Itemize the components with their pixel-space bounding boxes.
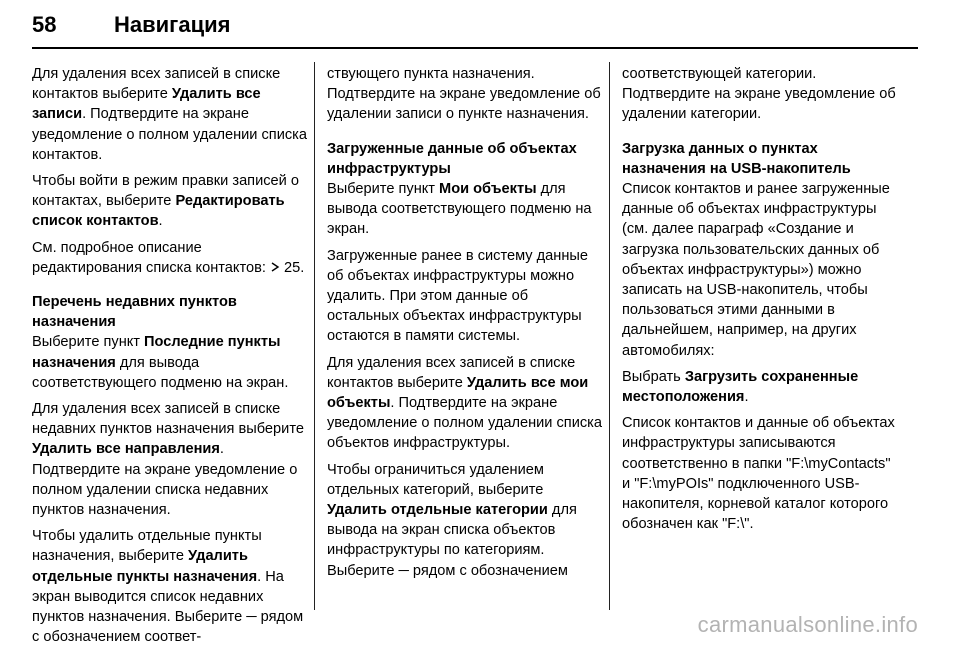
text: . Подтвердите на экране уведомление о полном удалении списка объектов инфраструктуры. — [327, 395, 602, 452]
section-heading: Загрузка данных о пунктах назначения на USB-накопитель — [622, 140, 851, 177]
text: . На экран выводится список недавних пунктов назначения. Выберите ─ рядом с обозначением соответ- — [32, 568, 304, 646]
paragraph — [32, 332, 308, 393]
text: для вывода на экран списка объектов инфраструктуры по категориям. Выберите ─ рядом с обозначением — [327, 502, 577, 579]
header-rule — [32, 47, 918, 49]
column-3 — [622, 64, 898, 540]
text: . — [158, 213, 163, 230]
menu-term: Загрузить сохраненные местоположения — [622, 368, 859, 406]
paragraph: Список контактов и данные об объектах инфраструктуры записываются соответственно в папки "F:\myContacts" и "F:\myPOIs" подключенного USB-накопителя, корневой каталог которого обозначен как "F:\". — [622, 415, 895, 533]
menu-term: Удалить отдельные категории — [327, 502, 548, 519]
menu-term: Мои объекты — [439, 181, 537, 198]
text: Выбрать — [622, 368, 685, 385]
column-divider — [609, 62, 610, 610]
paragraph — [622, 367, 898, 407]
page-reference-arrow-icon — [270, 262, 280, 272]
text: 25. — [279, 259, 305, 276]
menu-term: Удалить все записи — [32, 86, 261, 123]
text: Для удаления всех записей в списке недавних пунктов назначения выберите — [32, 401, 304, 438]
paragraph: ствующего пункта назначения. Подтвердите на экране уведомление об удалении записи о пункте назначения. — [327, 66, 601, 123]
text: . Подтвердите на экране уведомление о полном удалении списка недавних пунктов назначения. — [32, 441, 298, 519]
text: Чтобы удалить отдельные пункты назначения, выберите — [32, 528, 262, 565]
paragraph: Загруженные ранее в систему данные об объектах инфраструктуры можно удалить. При этом данные об остальных объектах инфраструктуры остаются в памяти системы. — [327, 247, 588, 345]
paragraph — [32, 171, 308, 232]
paragraph — [32, 238, 308, 278]
paragraph — [32, 399, 308, 520]
text: Чтобы ограничиться удалением отдельных категорий, выберите — [327, 461, 544, 498]
text: См. подробное описание редактирования списка контактов: — [32, 239, 270, 276]
section-heading: Загруженные данные об объектах инфраструктуры — [327, 140, 577, 177]
text: . — [744, 389, 749, 406]
text: для вывода соответствующего подменю на экран. — [32, 354, 289, 391]
page-number: 58 — [32, 12, 57, 37]
text: Для удаления всех записей в списке контактов выберите — [32, 66, 281, 103]
menu-term: Удалить все мои объекты — [327, 374, 589, 412]
text: . Подтвердите на экране уведомление о полном удалении списка контактов. — [32, 106, 307, 163]
text: Для удаления всех записей в списке контактов выберите — [327, 354, 576, 391]
column-2 — [327, 64, 603, 587]
paragraph — [327, 460, 603, 581]
section-heading: Перечень недавних пунктов назначения — [32, 294, 237, 331]
section-title: Навигация — [114, 12, 231, 37]
menu-term: Редактировать список контактов — [32, 193, 285, 230]
page-header — [32, 12, 230, 38]
paragraph — [32, 64, 308, 165]
paragraph: Список контактов и ранее загруженные данные об объектах инфраструктуры (см. далее параграф «Создание и загрузка пользовательских данных об объектах инфраструктуры») можно записать на USB-накопитель, чтобы пользоваться этими данными в дальнейшем, например, на других автомобилях: — [622, 181, 890, 359]
paragraph — [327, 353, 603, 454]
watermark: carmanualsonline.info — [697, 612, 918, 637]
paragraph — [32, 526, 308, 647]
menu-term: Последние пункты назначения — [32, 334, 281, 371]
text: Выберите пункт — [32, 334, 145, 351]
text: для вывода соответствующего подменю на экран. — [327, 181, 592, 238]
paragraph — [327, 179, 603, 240]
column-divider — [314, 62, 315, 610]
column-1 — [32, 64, 308, 653]
menu-term: Удалить отдельные пункты назначения — [32, 548, 258, 585]
text: Чтобы войти в режим правки записей о контактах, выберите — [32, 173, 299, 210]
text: Выберите пункт — [327, 181, 440, 198]
menu-term: Удалить все направления — [32, 441, 220, 458]
paragraph: соответствующей категории. Подтвердите на экране уведомление об удалении категории. — [622, 66, 896, 123]
